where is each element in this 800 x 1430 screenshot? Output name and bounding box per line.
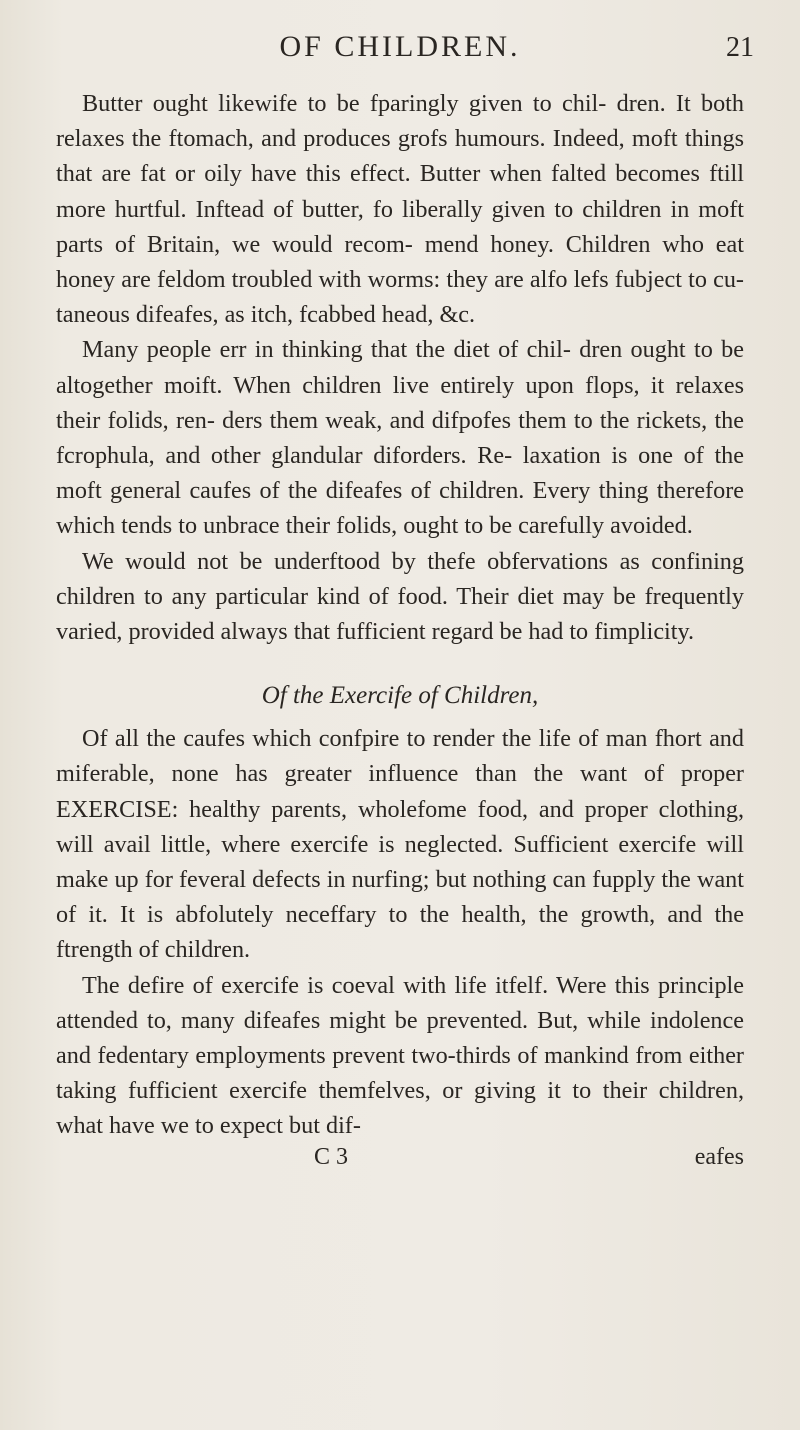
body-text (56, 86, 744, 1180)
page-footer (56, 1144, 744, 1180)
signature-mark: C 3 (314, 1143, 349, 1170)
running-head: OF CHILDREN. (279, 30, 521, 63)
paragraph-exercise-desire: The defire of exercife is coeval with life itfelf. Were this principle attended to, many difeafes might be prevented. But, while indolence and fedentary employments prevent two-thirds of mankind from either taking fufficient exercife themfelves, or giving it to their children, what have we to expect but dif- (56, 971, 744, 1140)
paragraph-food-variety: We would not be underftood by thefe obfervations as confining children to any particular kind of food. Their diet may be frequently varied, provided always that fufficient regard be had to fimplicity. (56, 547, 744, 646)
catchword: eafes (694, 1143, 744, 1170)
paragraph-moist-diet: Many people err in thinking that the diet of chil- dren ought to be altogether moift. When children live entirely upon flops, it relaxes their folids, ren- ders them weak, and difpofes them to the rickets, the fcrophula, and other glandular diforders. Re- laxation is one of the moft general caufes of the difeafes of children. Every thing therefore which tends to unbrace their folids, ought to be carefully avoided. (56, 336, 744, 540)
page-header (0, 30, 800, 70)
page-number: 21 (726, 32, 754, 63)
paragraph-exercise-causes: Of all the caufes which confpire to render the life of man fhort and miferable, none has greater influence than the want of proper EXERCISE: healthy parents, wholefome food, and proper clothing, will avail little, where exercife is neglected. Sufficient exercife will make up for feveral defects in nurfing; but nothing can fupply the want of it. It is abfolutely neceffary to the health, the growth, and the ftrength of children. (56, 725, 744, 964)
section-heading: Of the Exercife of Children, (261, 682, 539, 710)
paragraph-butter: Butter ought likewife to be fparingly given to chil- dren. It both relaxes the ftomach, and produces grofs humours. Indeed, moft things that are fat or oily have this effect. Butter when falted becomes ftill more hurtful. Inftead of butter, fo liberally given to children in moft parts of Britain, we would recom- mend honey. Children who eat honey are feldom troubled with worms: they are alfo lefs fubject to cu- taneous difeafes, as itch, fcabbed head, &c. (56, 90, 744, 329)
